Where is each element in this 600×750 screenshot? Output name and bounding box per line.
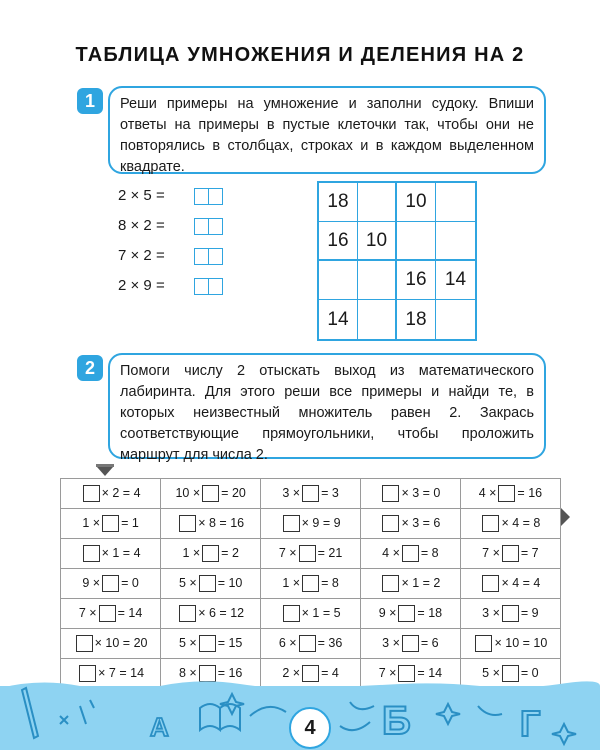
example-row	[118, 276, 221, 296]
maze-cell-right: = 16	[517, 485, 543, 500]
maze-cell-right: = 21	[317, 545, 343, 560]
unknown-factor-box[interactable]	[382, 575, 399, 592]
sudoku-cell[interactable]	[358, 300, 397, 339]
decor-letter: Г	[520, 703, 541, 744]
maze-cell-right: = 14	[117, 605, 143, 620]
maze-cell[interactable]	[261, 599, 361, 629]
maze-cell-right: = 16	[217, 665, 243, 680]
multiply-icon	[60, 716, 68, 724]
maze-cell[interactable]	[261, 569, 361, 599]
math-maze	[60, 478, 561, 689]
maze-cell-left: 1 ×	[182, 545, 201, 560]
sudoku-cell[interactable]: 10	[358, 222, 397, 261]
task-number-1: 1	[77, 88, 103, 114]
unknown-factor-box[interactable]	[299, 635, 316, 652]
unknown-factor-box[interactable]	[283, 515, 300, 532]
star-icon	[436, 704, 460, 724]
maze-cell[interactable]	[460, 539, 560, 569]
maze-cell-right: = 1	[121, 515, 139, 530]
example-row	[118, 216, 221, 236]
unknown-factor-box[interactable]	[179, 515, 196, 532]
unknown-factor-box[interactable]	[199, 575, 216, 592]
maze-cell[interactable]	[61, 539, 161, 569]
example-row	[118, 246, 221, 266]
maze-cell-right: = 8	[321, 575, 339, 590]
sudoku-cell[interactable]: 10	[397, 183, 436, 222]
maze-exit-arrow-icon	[561, 508, 570, 526]
maze-cell-right: × 4 = 8	[501, 515, 541, 530]
example-expression: 2 × 9 =	[118, 277, 165, 294]
unknown-factor-box[interactable]	[402, 635, 419, 652]
page-number: 4	[289, 707, 331, 749]
maze-cell[interactable]	[361, 599, 461, 629]
maze-cell-left: 10 ×	[175, 485, 201, 500]
sudoku-cell[interactable]: 14	[319, 300, 358, 339]
maze-cell-left: 9 ×	[82, 575, 101, 590]
maze-cell-right: = 10	[217, 575, 243, 590]
sudoku-cell[interactable]	[397, 222, 436, 261]
maze-cell[interactable]	[161, 509, 261, 539]
sudoku-cell[interactable]	[436, 222, 475, 261]
maze-cell[interactable]	[161, 479, 261, 509]
maze-cell-right: × 3 = 6	[401, 515, 441, 530]
unknown-factor-box[interactable]	[102, 515, 119, 532]
star-icon	[552, 724, 576, 744]
unknown-factor-box[interactable]	[102, 575, 119, 592]
maze-cell-right: = 14	[417, 665, 443, 680]
maze-cell-right: × 9 = 9	[301, 515, 341, 530]
sudoku-cell[interactable]: 14	[436, 261, 475, 300]
maze-cell-left: 5 ×	[178, 575, 197, 590]
sudoku-cell[interactable]: 18	[319, 183, 358, 222]
maze-cell-right: = 4	[321, 665, 339, 680]
maze-row	[61, 539, 561, 569]
maze-cell[interactable]	[361, 509, 461, 539]
maze-cell-right: × 2 = 4	[101, 485, 141, 500]
answer-boxes[interactable]	[194, 186, 221, 206]
maze-cell-left: 7 ×	[278, 545, 297, 560]
unknown-factor-box[interactable]	[76, 635, 93, 652]
maze-cell-right: × 10 = 10	[494, 635, 548, 650]
sudoku-cell[interactable]	[436, 300, 475, 339]
maze-cell-right: × 10 = 20	[94, 635, 148, 650]
unknown-factor-box[interactable]	[99, 605, 116, 622]
maze-entrance-arrow-icon	[97, 467, 113, 476]
maze-cell-left: 7 ×	[482, 545, 500, 560]
example-expression: 2 × 5 =	[118, 187, 165, 204]
maze-cell[interactable]	[460, 569, 560, 599]
sudoku-grid	[317, 181, 477, 341]
maze-cell[interactable]	[361, 479, 461, 509]
unknown-factor-box[interactable]	[402, 545, 419, 562]
maze-cell-left: 1 ×	[82, 515, 101, 530]
unknown-factor-box[interactable]	[302, 485, 319, 502]
maze-cell-left: 7 ×	[378, 665, 397, 680]
maze-cell[interactable]	[61, 569, 161, 599]
unknown-factor-box[interactable]	[202, 485, 219, 502]
maze-cell[interactable]	[261, 479, 361, 509]
maze-cell[interactable]	[161, 539, 261, 569]
maze-cell-right: = 2	[221, 545, 239, 560]
maze-cell[interactable]	[460, 629, 560, 659]
maze-cell[interactable]	[161, 629, 261, 659]
unknown-factor-box[interactable]	[179, 605, 196, 622]
unknown-factor-box[interactable]	[502, 605, 519, 622]
maze-cell-right: = 3	[321, 485, 339, 500]
maze-cell-left: 3 ×	[282, 485, 301, 500]
maze-cell-left: 2 ×	[282, 665, 301, 680]
maze-cell[interactable]	[61, 599, 161, 629]
sudoku-cell[interactable]: 18	[397, 300, 436, 339]
unknown-factor-box[interactable]	[398, 605, 415, 622]
unknown-factor-box[interactable]	[382, 485, 399, 502]
maze-cell-right: = 0	[520, 665, 539, 680]
maze-cell-left: 5 ×	[178, 635, 197, 650]
unknown-factor-box[interactable]	[299, 545, 316, 562]
maze-cell[interactable]	[361, 629, 461, 659]
maze-cell[interactable]	[460, 479, 560, 509]
unknown-factor-box[interactable]	[302, 575, 319, 592]
maze-cell[interactable]	[261, 539, 361, 569]
decor-letter: А	[150, 712, 169, 742]
maze-cell[interactable]	[460, 599, 560, 629]
maze-cell-right: = 15	[217, 635, 243, 650]
page-title: ТАБЛИЦА УМНОЖЕНИЯ И ДЕЛЕНИЯ НА 2	[75, 44, 525, 66]
maze-cell[interactable]	[460, 509, 560, 539]
maze-cell-right: = 20	[221, 485, 246, 500]
maze-cell-right: × 3 = 0	[401, 485, 441, 500]
unknown-factor-box[interactable]	[382, 515, 399, 532]
maze-cell[interactable]	[361, 539, 461, 569]
maze-cell[interactable]	[61, 509, 161, 539]
unknown-factor-box[interactable]	[83, 545, 100, 562]
maze-cell[interactable]	[261, 629, 361, 659]
example-expression: 7 × 2 =	[118, 247, 165, 264]
example-expression: 8 × 2 =	[118, 217, 165, 234]
decor-letter: Б	[382, 699, 411, 743]
sudoku-cell[interactable]: 16	[397, 261, 436, 300]
unknown-factor-box[interactable]	[83, 485, 100, 502]
maze-cell-left: 7 ×	[78, 605, 97, 620]
sudoku-cell[interactable]	[358, 261, 397, 300]
maze-cell-left: 8 ×	[178, 665, 197, 680]
maze-cell-right: = 36	[317, 635, 343, 650]
maze-cell-right: × 6 = 12	[198, 605, 245, 620]
maze-cell[interactable]	[361, 569, 461, 599]
maze-cell-right: = 18	[417, 605, 443, 620]
task-1-instructions: Реши примеры на умножение и заполни судоку. Впиши ответы на примеры в пустые клеточки так, чтобы они не повторялись в столбцах, строках и в каждом выделенном квадрате.	[108, 86, 546, 174]
maze-cell[interactable]	[161, 599, 261, 629]
maze-cell-right: = 7	[520, 545, 539, 560]
maze-cell-right: = 9	[520, 605, 539, 620]
maze-cell-right: × 8 = 16	[198, 515, 245, 530]
unknown-factor-box[interactable]	[283, 605, 300, 622]
unknown-factor-box[interactable]	[498, 485, 515, 502]
maze-cell-left: 6 ×	[278, 635, 297, 650]
example-row	[118, 186, 221, 206]
maze-cell-right: × 4 = 4	[501, 575, 541, 590]
sudoku-cell[interactable]: 16	[319, 222, 358, 261]
maze-row	[61, 569, 561, 599]
maze-cell-right: × 1 = 5	[301, 605, 341, 620]
answer-boxes[interactable]	[194, 216, 221, 236]
unknown-factor-box[interactable]	[199, 635, 216, 652]
maze-cell-left: 3 ×	[482, 605, 500, 620]
maze-row	[61, 509, 561, 539]
sudoku-cell[interactable]	[358, 183, 397, 222]
maze-cell-right: × 1 = 2	[401, 575, 441, 590]
maze-cell-right: × 1 = 4	[101, 545, 141, 560]
maze-row	[61, 629, 561, 659]
maze-row	[61, 599, 561, 629]
maze-cell-left: 5 ×	[482, 665, 500, 680]
sudoku-cell[interactable]	[319, 261, 358, 300]
unknown-factor-box[interactable]	[482, 515, 499, 532]
unknown-factor-box[interactable]	[502, 545, 519, 562]
task-number-2: 2	[77, 355, 103, 381]
answer-boxes[interactable]	[194, 276, 221, 296]
maze-cell-left: 1 ×	[282, 575, 301, 590]
unknown-factor-box[interactable]	[475, 635, 492, 652]
maze-cell[interactable]	[261, 509, 361, 539]
maze-cell-right: = 0	[121, 575, 139, 590]
maze-cell-left: 9 ×	[378, 605, 397, 620]
maze-cell[interactable]	[61, 629, 161, 659]
unknown-factor-box[interactable]	[482, 575, 499, 592]
maze-cell[interactable]	[161, 569, 261, 599]
maze-cell-left: 4 ×	[382, 545, 400, 560]
maze-cell-left: 3 ×	[382, 635, 400, 650]
answer-boxes[interactable]	[194, 246, 221, 266]
maze-cell[interactable]	[61, 479, 161, 509]
task-2-instructions: Помоги числу 2 отыскать выход из математического лабиринта. Для этого реши все примеры и найди те, в которых неизвестный множитель равен 2. Закрась соответствующие прямоугольники, чтобы проложить маршрут для числа 2.	[108, 353, 546, 459]
maze-cell-right: = 6	[420, 635, 439, 650]
maze-cell-right: = 8	[420, 545, 439, 560]
maze-cell-right: × 7 = 14	[98, 665, 145, 680]
maze-row	[61, 479, 561, 509]
unknown-factor-box[interactable]	[202, 545, 219, 562]
pencil-icon	[22, 688, 38, 738]
sudoku-cell[interactable]	[436, 183, 475, 222]
maze-cell-left: 4 ×	[478, 485, 497, 500]
